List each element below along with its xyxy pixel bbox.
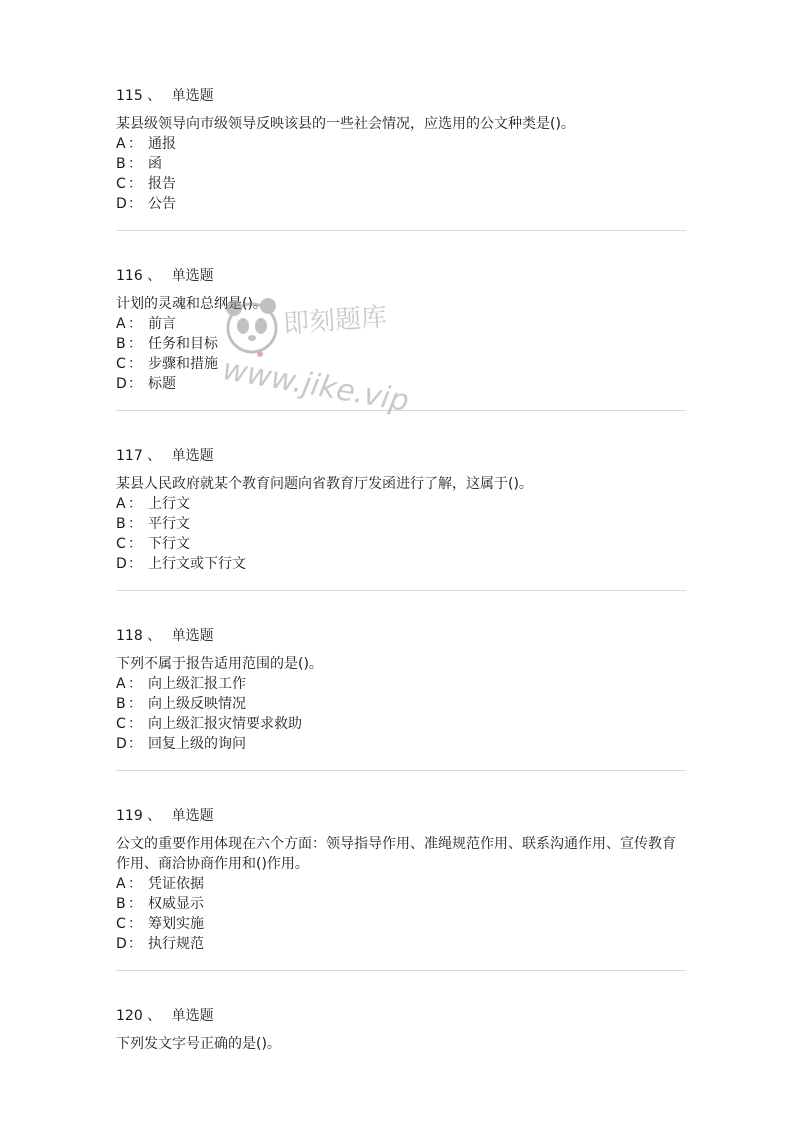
option-letter: C bbox=[116, 716, 126, 732]
question-stem: 某县人民政府就某个教育问题向省教育厅发函进行了解，这属于()。 bbox=[116, 476, 533, 492]
question-header bbox=[116, 446, 686, 466]
question-number: 118 bbox=[116, 628, 143, 644]
option-colon: ： bbox=[128, 196, 142, 212]
option-c bbox=[116, 914, 686, 934]
question-header bbox=[116, 266, 686, 286]
question-divider bbox=[116, 770, 686, 771]
option-c bbox=[116, 354, 686, 374]
question-separator: 、 bbox=[147, 808, 162, 824]
option-text: 凭证依据 bbox=[148, 876, 204, 892]
option-b bbox=[116, 894, 686, 914]
question-118 bbox=[116, 626, 686, 754]
question-119 bbox=[116, 806, 686, 954]
option-colon: ： bbox=[128, 736, 142, 752]
option-letter: B bbox=[116, 336, 126, 352]
option-d bbox=[116, 374, 686, 394]
option-text: 任务和目标 bbox=[148, 336, 218, 352]
option-text: 回复上级的询问 bbox=[148, 736, 246, 752]
option-text: 平行文 bbox=[148, 516, 190, 532]
option-text: 标题 bbox=[148, 376, 176, 392]
question-separator: 、 bbox=[147, 448, 162, 464]
watermark-brand: 即刻题库 bbox=[282, 302, 389, 340]
option-colon: ： bbox=[128, 156, 142, 172]
option-text: 上行文 bbox=[148, 496, 190, 512]
option-colon: ： bbox=[128, 356, 142, 372]
option-text: 向上级汇报灾情要求救助 bbox=[148, 716, 302, 732]
option-b bbox=[116, 154, 686, 174]
question-115 bbox=[116, 86, 686, 214]
option-letter: A bbox=[116, 136, 126, 152]
question-117 bbox=[116, 446, 686, 574]
option-colon: ： bbox=[128, 876, 142, 892]
option-letter: B bbox=[116, 896, 126, 912]
question-divider bbox=[116, 410, 686, 411]
option-letter: D bbox=[116, 736, 127, 752]
option-colon: ： bbox=[128, 676, 142, 692]
question-type: 单选题 bbox=[171, 268, 214, 284]
option-colon: ： bbox=[128, 896, 142, 912]
question-separator: 、 bbox=[147, 1008, 162, 1024]
question-number: 117 bbox=[116, 448, 143, 464]
option-colon: ： bbox=[128, 336, 142, 352]
option-colon: ： bbox=[128, 516, 142, 532]
question-number: 116 bbox=[116, 268, 143, 284]
option-letter: D bbox=[116, 556, 127, 572]
question-separator: 、 bbox=[147, 628, 162, 644]
option-c bbox=[116, 174, 686, 194]
option-d bbox=[116, 934, 686, 954]
question-stem: 下列发文字号正确的是()。 bbox=[116, 1036, 281, 1052]
question-header bbox=[116, 806, 686, 826]
question-divider bbox=[116, 590, 686, 591]
option-letter: A bbox=[116, 496, 126, 512]
option-b bbox=[116, 694, 686, 714]
option-letter: A bbox=[116, 316, 126, 332]
option-letter: B bbox=[116, 516, 126, 532]
option-a bbox=[116, 134, 686, 154]
option-text: 公告 bbox=[148, 196, 176, 212]
option-c bbox=[116, 714, 686, 734]
watermark-url: www.jike.vip bbox=[219, 352, 412, 420]
option-text: 筹划实施 bbox=[148, 916, 204, 932]
question-stem: 计划的灵魂和总纲是()。 bbox=[116, 296, 267, 312]
option-colon: ： bbox=[128, 136, 142, 152]
option-colon: ： bbox=[128, 176, 142, 192]
option-b bbox=[116, 514, 686, 534]
option-colon: ： bbox=[128, 936, 142, 952]
question-type: 单选题 bbox=[171, 628, 214, 644]
option-text: 步骤和措施 bbox=[148, 356, 218, 372]
question-header bbox=[116, 626, 686, 646]
option-letter: C bbox=[116, 356, 126, 372]
question-number: 115 bbox=[116, 88, 143, 104]
option-colon: ： bbox=[128, 716, 142, 732]
option-colon: ： bbox=[128, 556, 142, 572]
option-text: 函 bbox=[148, 156, 162, 172]
option-letter: A bbox=[116, 876, 126, 892]
option-letter: C bbox=[116, 176, 126, 192]
question-type: 单选题 bbox=[171, 448, 214, 464]
option-d bbox=[116, 554, 686, 574]
option-text: 上行文或下行文 bbox=[148, 556, 246, 572]
question-stem: 下列不属于报告适用范围的是()。 bbox=[116, 656, 323, 672]
option-text: 下行文 bbox=[148, 536, 190, 552]
option-text: 前言 bbox=[148, 316, 176, 332]
option-colon: ： bbox=[128, 316, 142, 332]
question-separator: 、 bbox=[147, 88, 162, 104]
option-colon: ： bbox=[128, 376, 142, 392]
option-d bbox=[116, 734, 686, 754]
option-letter: D bbox=[116, 196, 127, 212]
option-letter: B bbox=[116, 156, 126, 172]
option-text: 权威显示 bbox=[148, 896, 204, 912]
question-116 bbox=[116, 266, 686, 394]
question-header bbox=[116, 86, 686, 106]
option-d bbox=[116, 194, 686, 214]
question-stem: 某县级领导向市级领导反映该县的一些社会情况，应选用的公文种类是()。 bbox=[116, 116, 575, 132]
question-number: 120 bbox=[116, 1008, 143, 1024]
option-a bbox=[116, 494, 686, 514]
option-text: 报告 bbox=[148, 176, 176, 192]
option-b bbox=[116, 334, 686, 354]
option-colon: ： bbox=[128, 536, 142, 552]
question-divider bbox=[116, 970, 686, 971]
question-type: 单选题 bbox=[171, 808, 214, 824]
option-colon: ： bbox=[128, 696, 142, 712]
option-letter: C bbox=[116, 536, 126, 552]
option-text: 执行规范 bbox=[148, 936, 204, 952]
option-colon: ： bbox=[128, 496, 142, 512]
option-text: 向上级反映情况 bbox=[148, 696, 246, 712]
question-header bbox=[116, 1006, 686, 1026]
option-a bbox=[116, 314, 686, 334]
option-letter: D bbox=[116, 376, 127, 392]
option-text: 向上级汇报工作 bbox=[148, 676, 246, 692]
question-stem: 公文的重要作用体现在六个方面：领导指导作用、准绳规范作用、联系沟通作用、宣传教育作用、商洽协商作用和()作用。 bbox=[116, 836, 676, 872]
question-number: 119 bbox=[116, 808, 143, 824]
option-text: 通报 bbox=[148, 136, 176, 152]
question-type: 单选题 bbox=[171, 88, 214, 104]
option-letter: D bbox=[116, 936, 127, 952]
question-type: 单选题 bbox=[171, 1008, 214, 1024]
question-divider bbox=[116, 230, 686, 231]
question-120 bbox=[116, 1006, 686, 1054]
option-letter: B bbox=[116, 696, 126, 712]
option-c bbox=[116, 534, 686, 554]
option-a bbox=[116, 874, 686, 894]
option-colon: ： bbox=[128, 916, 142, 932]
question-separator: 、 bbox=[147, 268, 162, 284]
option-letter: A bbox=[116, 676, 126, 692]
option-a bbox=[116, 674, 686, 694]
option-letter: C bbox=[116, 916, 126, 932]
